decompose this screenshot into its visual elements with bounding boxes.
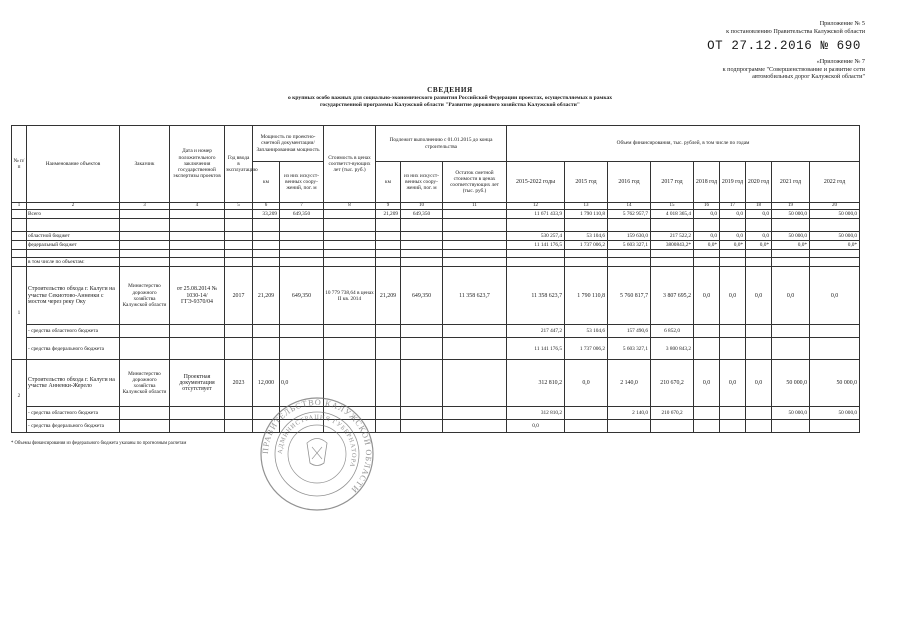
header-num: № п/п <box>12 126 27 203</box>
object-cost: 10 779 738,64 в ценах II кв. 2014 <box>324 267 376 325</box>
seal-outer-text: ПРАВИТЕЛЬСТВО КАЛУЖСКОЙ ОБЛАСТИ <box>260 397 374 495</box>
funding-cell: 50 000,0 <box>810 407 860 420</box>
funding-cell: 312 810,2 <box>507 407 565 420</box>
funding-cell: 50 000,0 <box>810 210 860 219</box>
funding-cell: 530 257,4 <box>507 232 565 241</box>
funding-cell: 3 807 695,2 <box>651 267 694 325</box>
column-index-row <box>12 203 860 210</box>
funding-cell: 50 000,0 <box>772 232 810 241</box>
title-block <box>170 86 730 109</box>
appendix-header <box>726 20 865 35</box>
col-index: 2 <box>27 203 120 210</box>
object-year: 2023 <box>225 360 253 407</box>
total-done-artificial: 649,350 <box>401 210 443 219</box>
col-index: 9 <box>376 203 401 210</box>
funding-cell: 0,0* <box>746 241 772 250</box>
col-index: 18 <box>746 203 772 210</box>
funding-cell: 2 140,0 <box>608 360 651 407</box>
col-index: 16 <box>694 203 720 210</box>
funding-cell: 210 670,2 <box>651 407 694 420</box>
col-index: 4 <box>170 203 225 210</box>
col-index: 7 <box>280 203 324 210</box>
projects-table <box>11 125 860 433</box>
object-customer: Министерство дорожного хозяйства Калужской области <box>120 267 170 325</box>
footnote: * Объемы финансирования из федерального бюджета указаны по прогнозным расчетам <box>11 441 187 446</box>
funding-cell: 0,0 <box>720 360 746 407</box>
col-index: 15 <box>651 203 694 210</box>
funding-cell: 0,0* <box>810 241 860 250</box>
funding-cell: 11 141 176,5 <box>507 241 565 250</box>
col-index: 1 <box>12 203 27 210</box>
header-2017: 2017 год <box>651 162 694 203</box>
table-row-object-2-federal <box>12 420 860 433</box>
date-stamp: ОТ 27.12.2016 № 690 <box>707 39 861 53</box>
header-cost: Стоимость в ценах соответст-вующих лет (тыс. руб.) <box>324 126 376 203</box>
header-2015: 2015 год <box>565 162 608 203</box>
col-index: 10 <box>401 203 443 210</box>
funding-cell: 0,0 <box>746 267 772 325</box>
subtitle-line: государственной программы Калужской области "Развитие дорожного хозяйства Калужской области" <box>320 102 580 108</box>
header-done-artificial: из них искусст-венных соору-жений, пог. м <box>401 162 443 203</box>
row-label: - средства областного бюджета <box>27 325 120 338</box>
official-seal-icon <box>258 395 376 513</box>
col-index: 19 <box>772 203 810 210</box>
funding-cell <box>565 407 608 420</box>
header-2019: 2019 год <box>720 162 746 203</box>
funding-cell: 53 104,6 <box>565 325 608 338</box>
table-row-object-1 <box>12 267 860 325</box>
row-label: федеральный бюджет <box>27 241 120 250</box>
object-artificial: 649,350 <box>280 267 324 325</box>
funding-cell: 0,0 <box>746 232 772 241</box>
header-2016: 2016 год <box>608 162 651 203</box>
program-header <box>723 58 865 81</box>
funding-cell: 2 140,0 <box>608 407 651 420</box>
funding-cell: 0,0 <box>720 232 746 241</box>
col-index: 6 <box>253 203 280 210</box>
table-row-object-1-regional <box>12 325 860 338</box>
col-index: 8 <box>324 203 376 210</box>
row-label: Всего <box>27 210 120 219</box>
program-line: к подпрограмме "Совершенствование и развитие сети <box>722 65 865 73</box>
object-name: Строительство обхода г. Калуги на участке Анненки-Жерело <box>27 360 120 407</box>
header-km: км <box>253 162 280 203</box>
funding-cell: 0,0 <box>772 267 810 325</box>
table-row-spacer <box>12 250 860 258</box>
funding-cell: 50 000,0 <box>810 232 860 241</box>
document-title: СВЕДЕНИЯ <box>427 86 473 94</box>
funding-cell: 159 630,0 <box>608 232 651 241</box>
funding-cell: 3800843,2* <box>651 241 694 250</box>
funding-cell: 157 490,6 <box>608 325 651 338</box>
col-index: 13 <box>565 203 608 210</box>
funding-cell: 0,0 <box>694 210 720 219</box>
funding-cell: 5 762 957,7 <box>608 210 651 219</box>
header-done-km: км <box>376 162 401 203</box>
funding-cell: 0,0* <box>694 241 720 250</box>
header-expertise: Дата и номер положительного заключения государственной экспертизы проектов <box>170 126 225 203</box>
funding-cell: 0,0 <box>565 360 608 407</box>
seal-inner-text: АДМИНИСТРАЦИЯ ГУБЕРНАТОРА <box>276 413 358 469</box>
funding-cell: 0,0 <box>694 232 720 241</box>
header-artificial: из них искусст-венных соору-жений, пог. м <box>280 162 324 203</box>
table-row-regional <box>12 232 860 241</box>
funding-cell: 50 000,0 <box>772 360 810 407</box>
funding-cell: 50 000,0 <box>772 407 810 420</box>
table-row-object-2-regional <box>12 407 860 420</box>
funding-cell: 1 790 110,8 <box>565 210 608 219</box>
table-row-object-1-federal <box>12 338 860 360</box>
funding-cell: 0,0 <box>810 267 860 325</box>
header-remaining: Остаток сметной стоимости в ценах соответствующих лет (тыс. руб.) <box>443 162 507 203</box>
funding-cell: 0,0 <box>720 210 746 219</box>
funding-cell: 50 000,0 <box>772 210 810 219</box>
row-label: - средства федерального бюджета <box>27 338 120 360</box>
funding-cell: 0,0* <box>720 241 746 250</box>
header-customer: Заказчик <box>120 126 170 203</box>
funding-cell: 1 737 006,2 <box>565 338 608 360</box>
total-done-km: 21,209 <box>376 210 401 219</box>
header-2020: 2020 год <box>746 162 772 203</box>
funding-cell: 3 800 843,2 <box>651 338 694 360</box>
program-line: автомобильных дорог Калужской области" <box>752 73 865 80</box>
header-2015-2022: 2015-2022 годы <box>507 162 565 203</box>
table-row-including <box>12 258 860 267</box>
col-index: 20 <box>810 203 860 210</box>
funding-cell: 6 852,0 <box>651 325 694 338</box>
object-number: 1 <box>12 267 27 360</box>
row-label: - средства областного бюджета <box>27 407 120 420</box>
total-artificial: 649,350 <box>280 210 324 219</box>
col-index: 12 <box>507 203 565 210</box>
funding-cell: 0,0 <box>694 267 720 325</box>
object-customer: Министерство дорожного хозяйства Калужской области <box>120 360 170 407</box>
header-2022: 2022 год <box>810 162 860 203</box>
subtitle-line: о крупных особо важных для социально-экономического развития Российской Федерации проектах, осуществляемых в рамках <box>287 95 613 101</box>
header-done: Подлежит выполнению с 01.01.2015 до конца строительства <box>376 126 507 162</box>
funding-cell: 11 671 433,9 <box>507 210 565 219</box>
table-row-total <box>12 210 860 219</box>
funding-cell: 217 447,2 <box>507 325 565 338</box>
object-name: Строительство обхода г. Калуги на участке Секиотово-Анненки с мостом через реку Оку <box>27 267 120 325</box>
row-label: в том числе по объектам: <box>27 258 120 267</box>
header-2018: 2018 год <box>694 162 720 203</box>
table-row-federal <box>12 241 860 250</box>
funding-cell: 0,0 <box>746 210 772 219</box>
funding-cell: 0,0 <box>507 420 565 433</box>
object-km: 12,000 <box>253 360 280 407</box>
funding-cell: 0,0 <box>720 267 746 325</box>
funding-cell: 0,0* <box>772 241 810 250</box>
funding-cell: 11 358 623,7 <box>507 267 565 325</box>
funding-cell: 5 603 327,1 <box>608 338 651 360</box>
funding-cell: 312 810,2 <box>507 360 565 407</box>
col-index: 11 <box>443 203 507 210</box>
row-label: - средства федерального бюджета <box>27 420 120 433</box>
object-done-km: 21,209 <box>376 267 401 325</box>
funding-cell: 217 522,2 <box>651 232 694 241</box>
funding-cell: 53 104,6 <box>565 232 608 241</box>
header-name: Наименование объектов <box>27 126 120 203</box>
header-year: Год ввода в эксплуатацию <box>225 126 253 203</box>
document-subtitle <box>170 95 730 109</box>
object-number: 2 <box>12 360 27 433</box>
header-funding: Объем финансирования, тыс. рублей, в том числе по годам <box>507 126 860 162</box>
row-label: областной бюджет <box>27 232 120 241</box>
object-km: 21,209 <box>253 267 280 325</box>
funding-cell: 1 737 006,2 <box>565 241 608 250</box>
funding-cell: 5 603 327,1 <box>608 241 651 250</box>
object-done-artificial: 649,350 <box>401 267 443 325</box>
funding-cell: 0,0 <box>694 360 720 407</box>
funding-cell: 11 141 176,5 <box>507 338 565 360</box>
appendix-line: к постановлению Правительства Калужской области <box>726 27 865 35</box>
col-index: 14 <box>608 203 651 210</box>
table-row-object-2 <box>12 360 860 407</box>
funding-cell: 50 000,0 <box>810 360 860 407</box>
col-index: 3 <box>120 203 170 210</box>
object-remaining: 11 358 623,7 <box>443 267 507 325</box>
object-expertise: от 25.08.2014 № 1030-14/ГГЭ-9370/04 <box>170 267 225 325</box>
funding-cell: 210 670,2 <box>651 360 694 407</box>
col-index: 5 <box>225 203 253 210</box>
total-km: 33,209 <box>253 210 280 219</box>
table-row-spacer <box>12 219 860 232</box>
appendix-line: Приложение № 5 <box>819 20 865 27</box>
funding-cell: 4 018 365,4 <box>651 210 694 219</box>
funding-cell: 5 760 817,7 <box>608 267 651 325</box>
col-index: 17 <box>720 203 746 210</box>
object-artificial: 0,0 <box>280 360 324 407</box>
funding-cell: 0,0 <box>746 360 772 407</box>
funding-cell: 1 790 110,8 <box>565 267 608 325</box>
object-year: 2017 <box>225 267 253 325</box>
program-line: «Приложение № 7 <box>816 58 865 65</box>
object-expertise: Проектная документация отсутствует <box>170 360 225 407</box>
header-2021: 2021 год <box>772 162 810 203</box>
header-capacity: Мощность по проектно-сметной документации/ Запланированная мощность <box>253 126 324 162</box>
